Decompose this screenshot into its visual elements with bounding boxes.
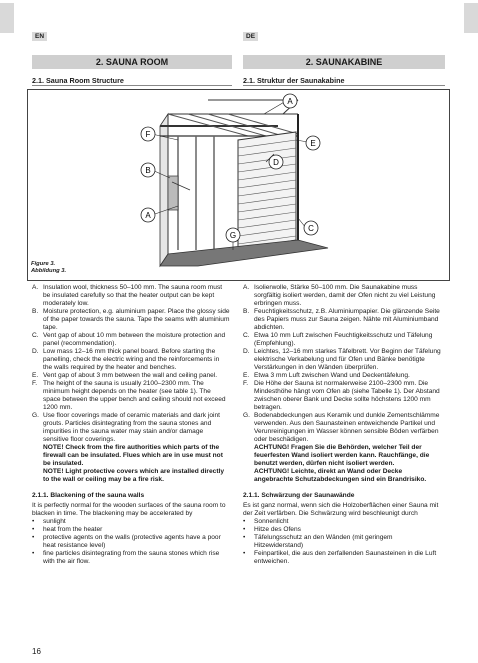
legend-item-text: Insulation wool, thickness 50–100 mm. The sauna room must be insulated carefully so that the heater output can be kept moderately low. [43,284,223,307]
legend-item-de [243,308,443,332]
bullet-text: Feinpartikel, die aus den zerfallenden Saunasteinen in die Luft entweichen. [254,550,437,565]
legend-item-text: Bodenabdeckungen aus Keramik und dunkle Zementschlämme verwenden. Aus den Saunasteinen entweichende Partikel und Verunreinigungen im Wasser können sensible Böden verfärben oder beschädigen. [254,412,440,443]
legend-item-en [32,332,230,348]
bullet-item-de [243,526,443,534]
callout-D [269,155,283,169]
lang-marker-de: DE [243,32,258,41]
bullet-marker: • [32,534,35,541]
bullet-item-en [32,518,230,526]
figure-caption-en: Figure 3. [31,261,56,267]
bullet-text: Täfelungsschutz an den Wänden (mit geringem Hitzewiderstand) [254,534,393,549]
blackening-body-de: Es ist ganz normal, wenn sich die Holzoberflächen einer Sauna mit der Zeit verfärben. Die Schwärzung wird beschleunigt durch [243,502,439,517]
legend-item-en [32,284,230,308]
legend-item-key: B. [32,308,39,315]
bullet-marker: • [243,534,246,541]
legend-item-de [243,412,443,444]
callout-A-top [283,94,297,108]
legend-item-key: C. [32,332,39,339]
legend-item-text: Die Höhe der Sauna ist normalerweise 2100–2300 mm. Die Mindesthöhe hängt vom Ofen ab (siehe Tabelle 1). Der Abstand zwischen oberer Bank und Decke sollte höchstens 1200 mm betragen. [254,380,440,411]
bullet-marker: • [243,518,246,525]
bullet-marker: • [32,526,35,533]
figure-caption [31,261,66,275]
legend-item-key: F. [32,380,38,387]
subsection-title-en: 2.1. Sauna Room Structure [32,76,124,85]
legend-item-key: F. [243,380,249,387]
bullet-text: Hitze des Ofens [254,526,301,533]
bullet-marker: • [32,550,35,557]
sauna-structure-illustration [28,90,449,280]
figure-caption-de: Abbildung 3. [31,268,67,274]
note-de: ACHTUNG! Leichte, direkt an Wand oder Decke angebrachte Schutzabdeckungen sind ein Brandrisiko. [254,468,427,483]
bullet-text: protective agents on the walls (protective agents have a poor heat resistance level) [43,534,221,549]
legend-item-en [32,412,230,444]
legend-item-key: A. [243,284,250,291]
legend-item-text: The height of the sauna is usually 2100–2300 mm. The minimum height depends on the heater (see table 1). The space between the upper bench and ceiling should not exceed 1200 mm. [43,380,226,411]
legend-item-de [243,380,443,412]
subsection-title-de: 2.1. Struktur der Saunakabine [243,76,345,85]
svg-text:C: C [308,224,314,233]
legend-item-en [32,348,230,372]
blackening-heading-en: 2.1.1. Blackening of the sauna walls [32,492,145,499]
legend-item-text: Moisture protection, e.g. aluminium paper. Place the glossy side of the paper towards the sauna. Tape the seams with aluminium tape. [43,308,230,331]
legend-item-key: C. [243,332,250,339]
legend-item-key: E. [32,372,39,379]
legend-item-key: D. [243,348,250,355]
callout-F [141,127,155,141]
legend-item-text: Etwa 10 mm Luft zwischen Feuchtigkeitsschutz und Täfelung (Empfehlung). [254,332,433,347]
bullet-item-en [32,550,230,566]
legend-item-de [243,372,443,380]
svg-text:B: B [145,166,151,175]
legend-item-text: Vent gap of about 3 mm between the wall and ceiling panel. [43,372,218,379]
legend-item-de [243,332,443,348]
callout-B [141,163,155,177]
legend-list-en [32,284,230,444]
legend-item-text: Leichtes, 12–16 mm starkes Täfelbrett. Vor Beginn der Täfelung elektrische Verkabelung und für Ofen und Bänke benötigte Verstärkungen in den Wänden überprüfen. [254,348,441,371]
legend-item-text: Use floor coverings made of ceramic materials and dark joint grouts. Particles disintegrating from the sauna stones and impurities in the sauna water may stain and/or damage sensitive floor coverings. [43,412,221,443]
notes-de [243,444,443,484]
legend-item-de [243,284,443,308]
bullet-text: fine particles disintegrating from the sauna stones which rise with the air flow. [43,550,220,565]
left-edge-tab [0,3,14,33]
blackening-heading-de: 2.1.1. Schwärzung der Saunawände [243,492,355,499]
note-de: ACHTUNG! Fragen Sie die Behörden, welcher Teil der feuerfesten Wand isoliert werden kann. Rauchfänge, die benutzt werden, dürfen nicht isoliert werden. [254,444,430,467]
column-de [243,284,443,566]
legend-item-key: A. [32,284,39,291]
page-number: 16 [32,647,41,656]
bullet-marker: • [243,526,246,533]
callout-E [306,136,320,150]
callout-G [226,228,240,242]
bullet-item-de [243,534,443,550]
legend-item-text: Low mass 12–16 mm thick panel board. Before starting the panelling, check the electric wiring and the reinforcements in the walls required by the heater and benches. [43,348,220,371]
section-title-en: 2. SAUNA ROOM [32,55,232,69]
blackening-body-en: It is perfectly normal for the wooden surfaces of the sauna room to blacken in time. The blackening may be accelerated by [32,502,226,517]
legend-item-de [243,348,443,372]
bullet-item-en [32,534,230,550]
legend-item-key: E. [243,372,250,379]
legend-item-text: Etwa 3 mm Luft zwischen Wand und Deckentäfelung. [254,372,410,379]
lang-marker-en: EN [32,32,47,41]
legend-item-en [32,380,230,412]
svg-text:E: E [310,139,316,148]
legend-item-key: B. [243,308,250,315]
subsection-rule-en [32,85,232,86]
legend-item-text: Vent gap of about 10 mm between the moisture protection and panel (recommendation). [43,332,226,347]
bullet-item-de [243,550,443,566]
legend-item-en [32,372,230,380]
blackening-bullets-en [32,518,230,566]
callout-C [304,221,318,235]
legend-item-text: Feuchtigkeitsschutz, z.B. Aluminiumpapier. Die glänzende Seite des Papiers muss zur Sauna zeigen. Nähte mit Aluminiumband abdichten. [254,308,440,331]
bullet-item-en [32,526,230,534]
section-title-de: 2. SAUNAKABINE [243,55,445,69]
bullet-text: Sonnenlicht [254,518,289,525]
legend-list-de [243,284,443,444]
column-en [32,284,230,566]
bullet-text: sunlight [43,518,66,525]
legend-item-text: Isolierwolle, Stärke 50–100 mm. Die Saunakabine muss sorgfältig isoliert werden, damit der Ofen nicht zu viel Leistung erbringen muss. [254,284,436,307]
legend-item-key: D. [32,348,39,355]
blackening-bullets-de [243,518,443,566]
svg-text:F: F [145,130,151,139]
bullet-item-de [243,518,443,526]
callout-A-bottom [141,208,155,222]
svg-text:A: A [145,211,151,220]
svg-text:A: A [287,97,293,106]
legend-item-key: G. [32,412,39,419]
svg-text:G: G [229,231,237,240]
subsection-rule-de [243,85,445,86]
note-en: NOTE! Check from the fire authorities which parts of the firewall can be insulated. Flues which are in use must not be insulated. [43,444,223,467]
blackening-section-de [243,492,443,566]
right-edge-tab [464,3,478,33]
note-en: NOTE! Light protective covers which are installed directly to the wall or ceiling may be a fire risk. [43,468,225,483]
notes-en [32,444,230,484]
legend-item-en [32,308,230,332]
bullet-text: heat from the heater [43,526,103,533]
svg-text:D: D [273,158,279,167]
bullet-marker: • [32,518,35,525]
figure-frame [27,89,450,281]
blackening-section-en [32,492,230,566]
bullet-marker: • [243,550,246,557]
legend-item-key: G. [243,412,250,419]
